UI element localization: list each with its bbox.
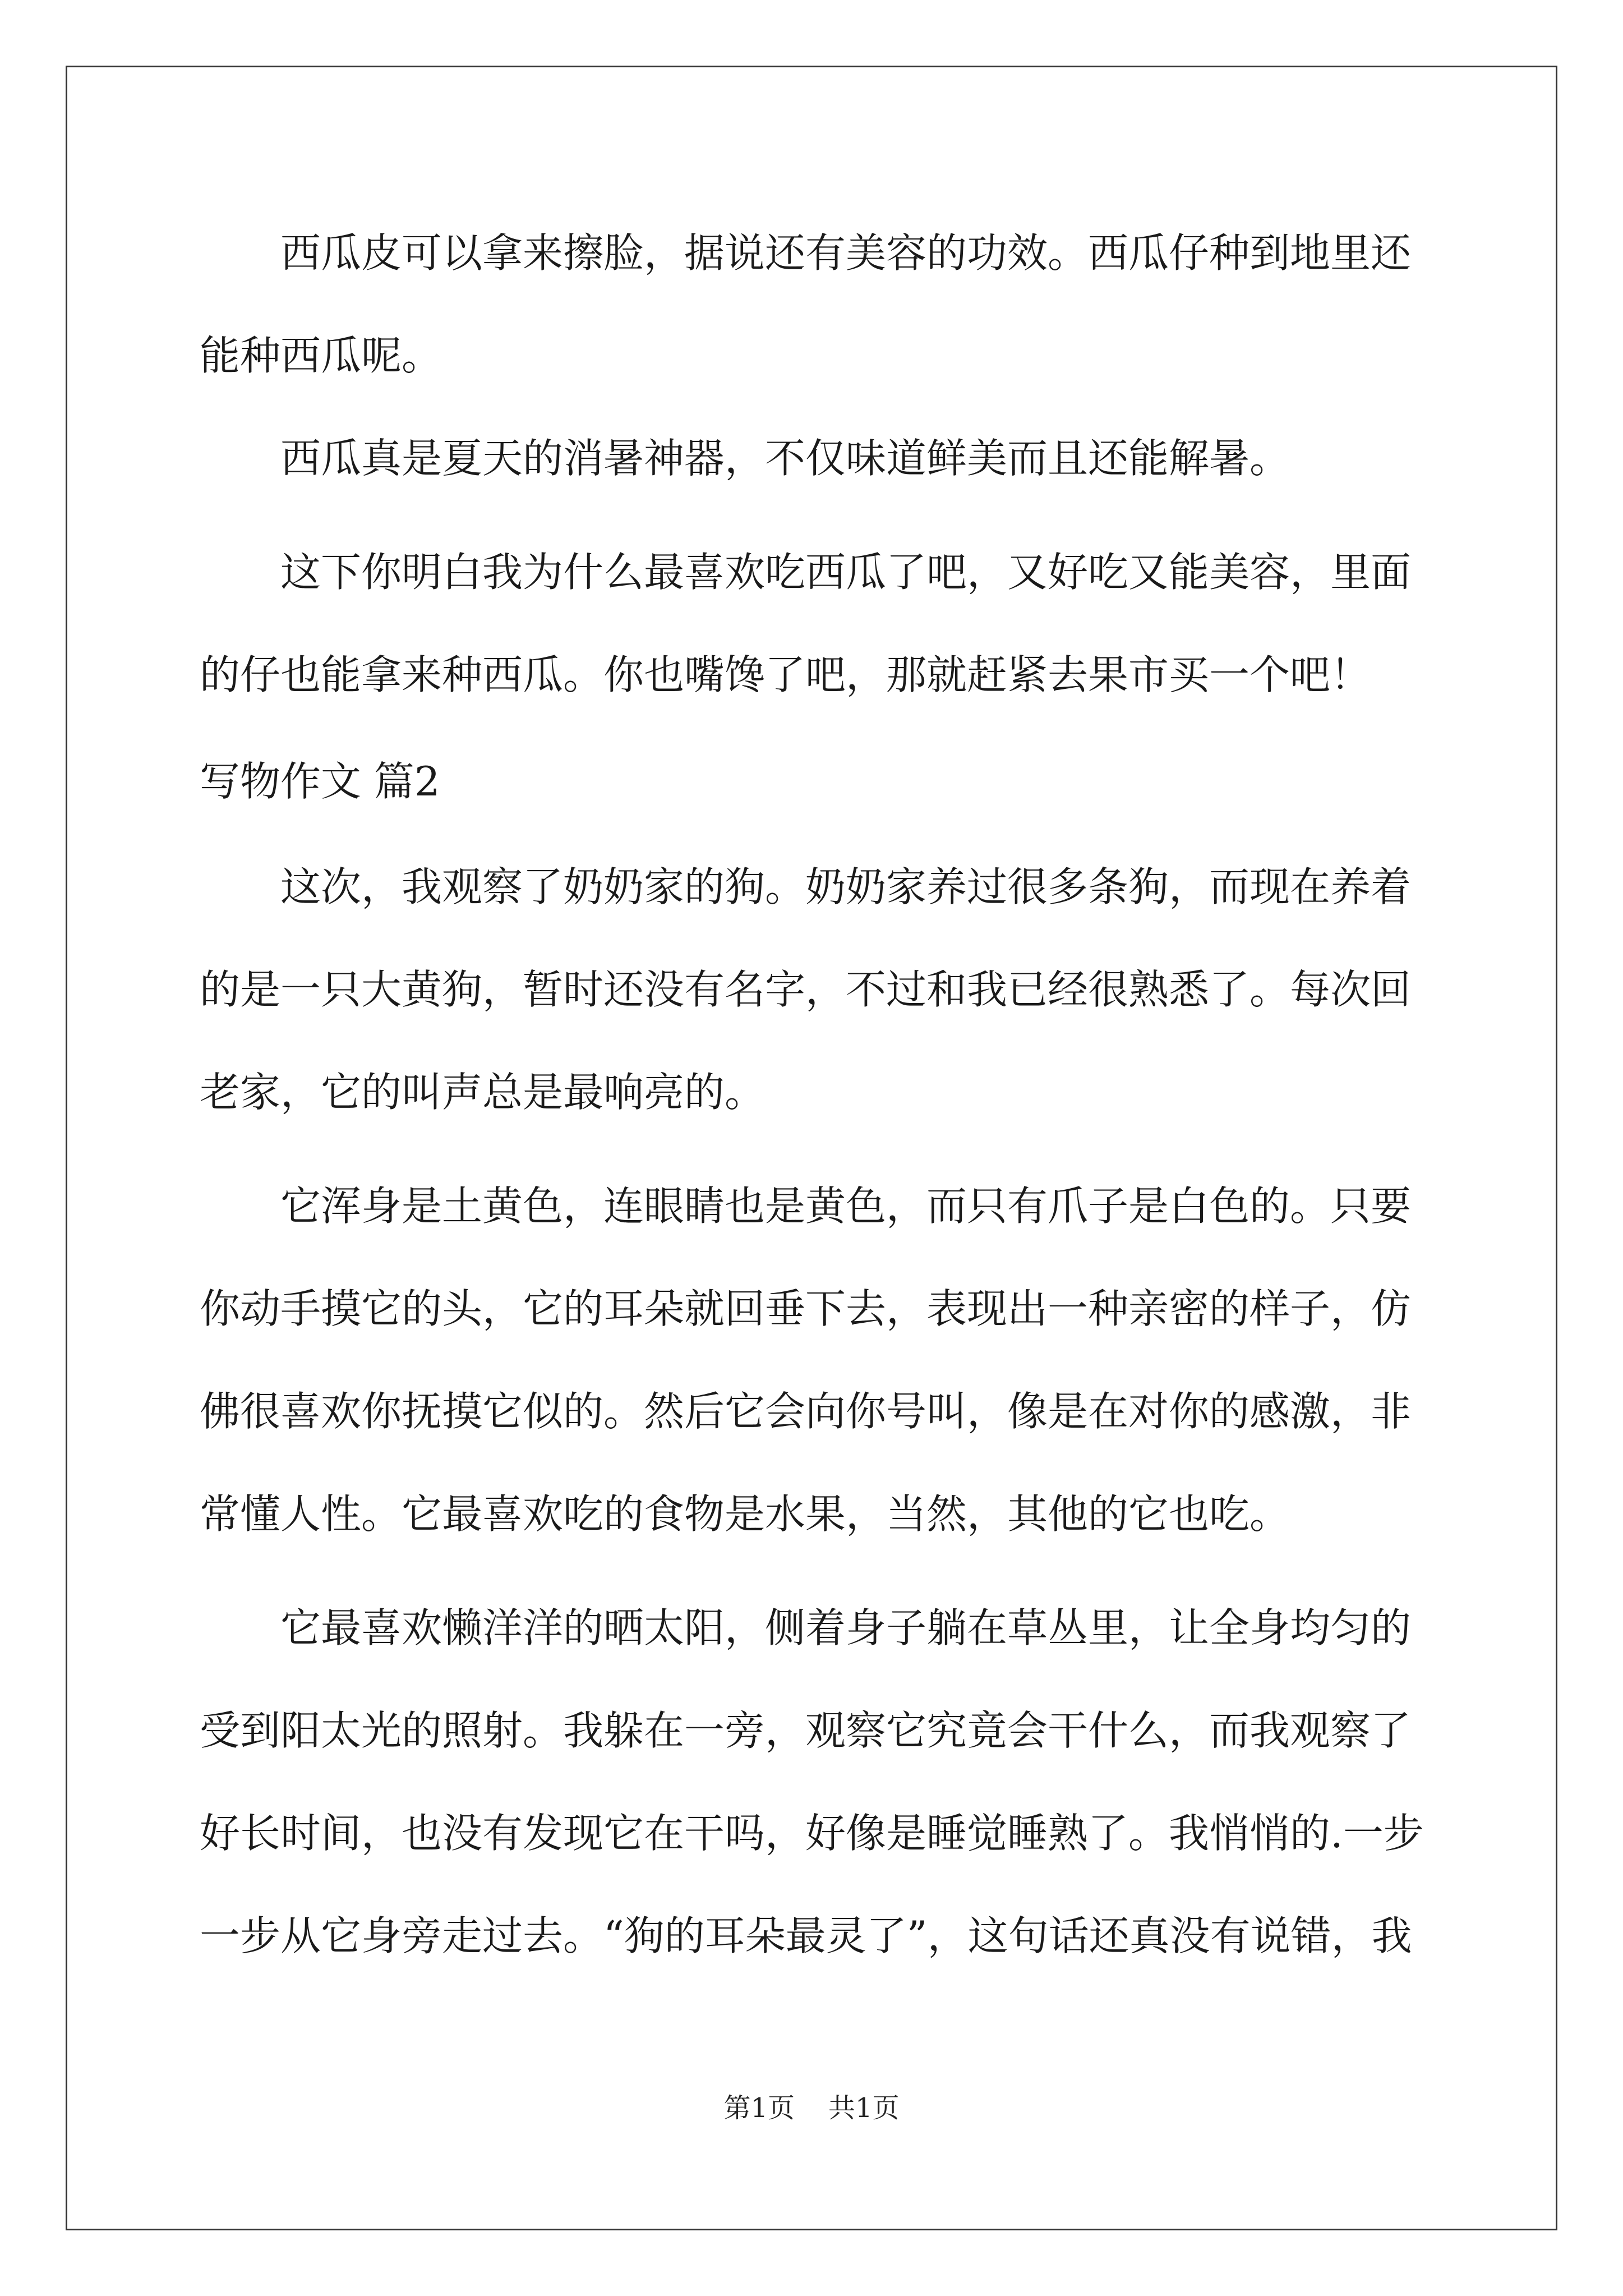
page-footer: [0, 2091, 1623, 2125]
paragraph-line: 这次，我观察了奶奶家的狗。奶奶家养过很多条狗，而现在养着: [200, 863, 1412, 910]
paragraph-line: 它最喜欢懒洋洋的晒太阳，侧着身子躺在草丛里，让全身均匀的: [200, 1604, 1412, 1651]
paragraph-line: 常懂人性。它最喜欢吃的食物是水果，当然，其他的它也吃。: [200, 1490, 1290, 1538]
paragraph-line: 它浑身是土黄色，连眼睛也是黄色，而只有爪子是白色的。只要: [200, 1182, 1412, 1230]
page-number-total: 共1页: [828, 2092, 900, 2124]
paragraph-line: 这下你明白我为什么最喜欢吃西瓜了吧，又好吃又能美容，里面: [200, 549, 1412, 596]
paragraph-line: 好长时间，也没有发现它在干吗，好像是睡觉睡熟了。我悄悄的.一步: [200, 1810, 1424, 1857]
paragraph-line: 的是一只大黄狗，暂时还没有名字，不过和我已经很熟悉了。每次回: [200, 966, 1412, 1013]
paragraph-line: 的仔也能拿来种西瓜。你也嘴馋了吧，那就赶紧去果市买一个吧！: [200, 651, 1371, 698]
section-heading: 写物作文 篇2: [200, 758, 440, 805]
paragraph-line: 一步从它身旁走过去。“狗的耳朵最灵了”，这句话还真没有说错，我: [200, 1912, 1412, 1959]
paragraph-line: 西瓜真是夏天的消暑神器，不仅味道鲜美而且还能解暑。: [200, 435, 1290, 482]
paragraph-line: 西瓜皮可以拿来擦脸，据说还有美容的功效。西瓜仔种到地里还: [200, 229, 1412, 277]
paragraph-line: 能种西瓜呢。: [200, 332, 442, 379]
paragraph-line: 佛很喜欢你抚摸它似的。然后它会向你号叫，像是在对你的感激，非: [200, 1388, 1412, 1435]
paragraph-line: 你动手摸它的头，它的耳朵就回垂下去，表现出一种亲密的样子，仿: [200, 1285, 1412, 1332]
page-number-current: 第1页: [723, 2092, 795, 2124]
paragraph-line: 老家，它的叫声总是最响亮的。: [200, 1069, 766, 1116]
paragraph-line: 受到阳太光的照射。我躲在一旁，观察它究竟会干什么，而我观察了: [200, 1707, 1412, 1754]
